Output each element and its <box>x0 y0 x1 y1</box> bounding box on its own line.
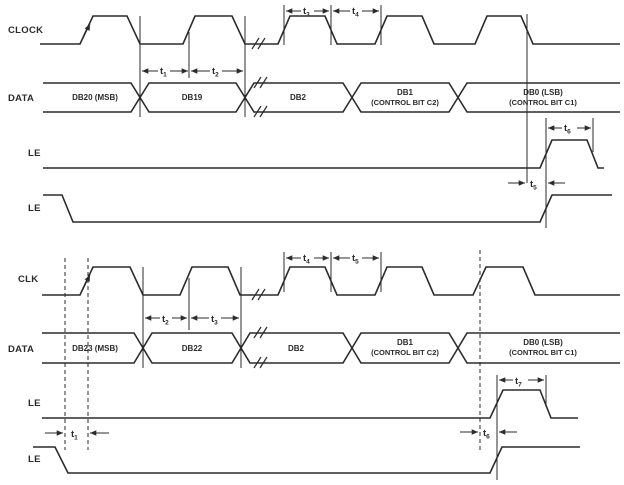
top-clock-waveform <box>40 16 620 44</box>
bottom-data-segment-db1-sub: (CONTROL BIT C2) <box>371 348 439 357</box>
top-t5-label <box>530 179 537 192</box>
bottom-clock-signal-label: CLK <box>18 274 39 285</box>
t5-base: t <box>530 179 534 190</box>
bottom-t1-label <box>71 429 78 442</box>
t4-base: t <box>352 6 356 17</box>
bottom-t2-label <box>162 314 169 327</box>
t2-base: t <box>212 66 216 77</box>
bottom-le1-waveform <box>42 390 578 418</box>
t6-base: t <box>564 123 568 134</box>
top-data-segment-db0-sub: (CONTROL BIT C1) <box>509 98 577 107</box>
t5-sub: 5 <box>533 184 537 192</box>
top-t3-label <box>303 6 310 19</box>
bottom-le2-signal-label: LE <box>28 454 41 465</box>
b-t5-sub: 5 <box>355 258 359 266</box>
bottom-data-segment-db0-sub: (CONTROL BIT C1) <box>509 348 577 357</box>
t1-base: t <box>160 66 164 77</box>
bottom-data-segment-db0: DB0 (LSB) <box>523 338 563 347</box>
top-t6-label <box>564 123 571 136</box>
t1-sub: 1 <box>163 71 167 79</box>
t7-sub: 7 <box>518 381 522 389</box>
bottom-t7-label <box>515 376 522 389</box>
b-t6-base: t <box>483 428 487 439</box>
b-t6-sub: 6 <box>486 433 490 441</box>
top-data-segment-db20: DB20 (MSB) <box>72 93 118 102</box>
bottom-data-segment-db23: DB23 (MSB) <box>72 344 118 353</box>
t3-base: t <box>303 6 307 17</box>
b-t3-sub: 3 <box>214 319 218 327</box>
t7-base: t <box>515 376 519 387</box>
top-clock-signal-label: CLOCK <box>8 25 44 36</box>
bottom-t3-label <box>211 314 218 327</box>
top-data-segment-db2: DB2 <box>289 93 307 102</box>
b-t4-sub: 4 <box>306 258 310 266</box>
b-t1-base: t <box>71 429 75 440</box>
b-t3-base: t <box>211 314 215 325</box>
top-data-segment-db0: DB0 (LSB) <box>523 88 563 97</box>
bottom-data-segment-db1: DB1 <box>396 338 414 347</box>
top-le2-waveform <box>43 195 612 222</box>
bottom-clk-edge-arrow-icon <box>82 275 90 291</box>
b-t5-base: t <box>352 253 356 264</box>
bottom-t4-label <box>303 253 310 266</box>
bottom-le2-waveform <box>33 447 580 473</box>
top-data-segment-db19: DB19 <box>181 93 203 102</box>
top-le2-signal-label: LE <box>28 203 41 214</box>
top-data-segment-db1-sub: (CONTROL BIT C2) <box>371 98 439 107</box>
top-data-signal-label: DATA <box>8 93 35 104</box>
top-clock-edge-arrow-icon <box>82 24 90 40</box>
top-t2-label <box>212 66 219 79</box>
t3-sub: 3 <box>306 11 310 19</box>
b-t4-base: t <box>303 253 307 264</box>
t6-sub: 6 <box>567 128 571 136</box>
b-t1-sub: 1 <box>74 434 78 442</box>
top-diagram <box>8 5 620 228</box>
bottom-t5-label <box>352 253 359 266</box>
bottom-t6-label <box>483 428 490 441</box>
bottom-data-segment-db22: DB22 <box>181 344 203 353</box>
top-data-segment-db1: DB1 <box>396 88 414 97</box>
bottom-data-signal-label: DATA <box>8 344 35 355</box>
bottom-data-segment-db2: DB2 <box>287 344 305 353</box>
t4-sub: 4 <box>355 11 359 19</box>
top-le1-waveform <box>43 140 604 168</box>
bottom-diagram <box>8 250 620 480</box>
b-t2-base: t <box>162 314 166 325</box>
t2-sub: 2 <box>215 71 219 79</box>
top-le1-signal-label: LE <box>28 148 41 159</box>
top-t4-label <box>352 6 359 19</box>
top-t1-label <box>160 66 167 79</box>
b-t2-sub: 2 <box>165 319 169 327</box>
bottom-le1-signal-label: LE <box>28 398 41 409</box>
